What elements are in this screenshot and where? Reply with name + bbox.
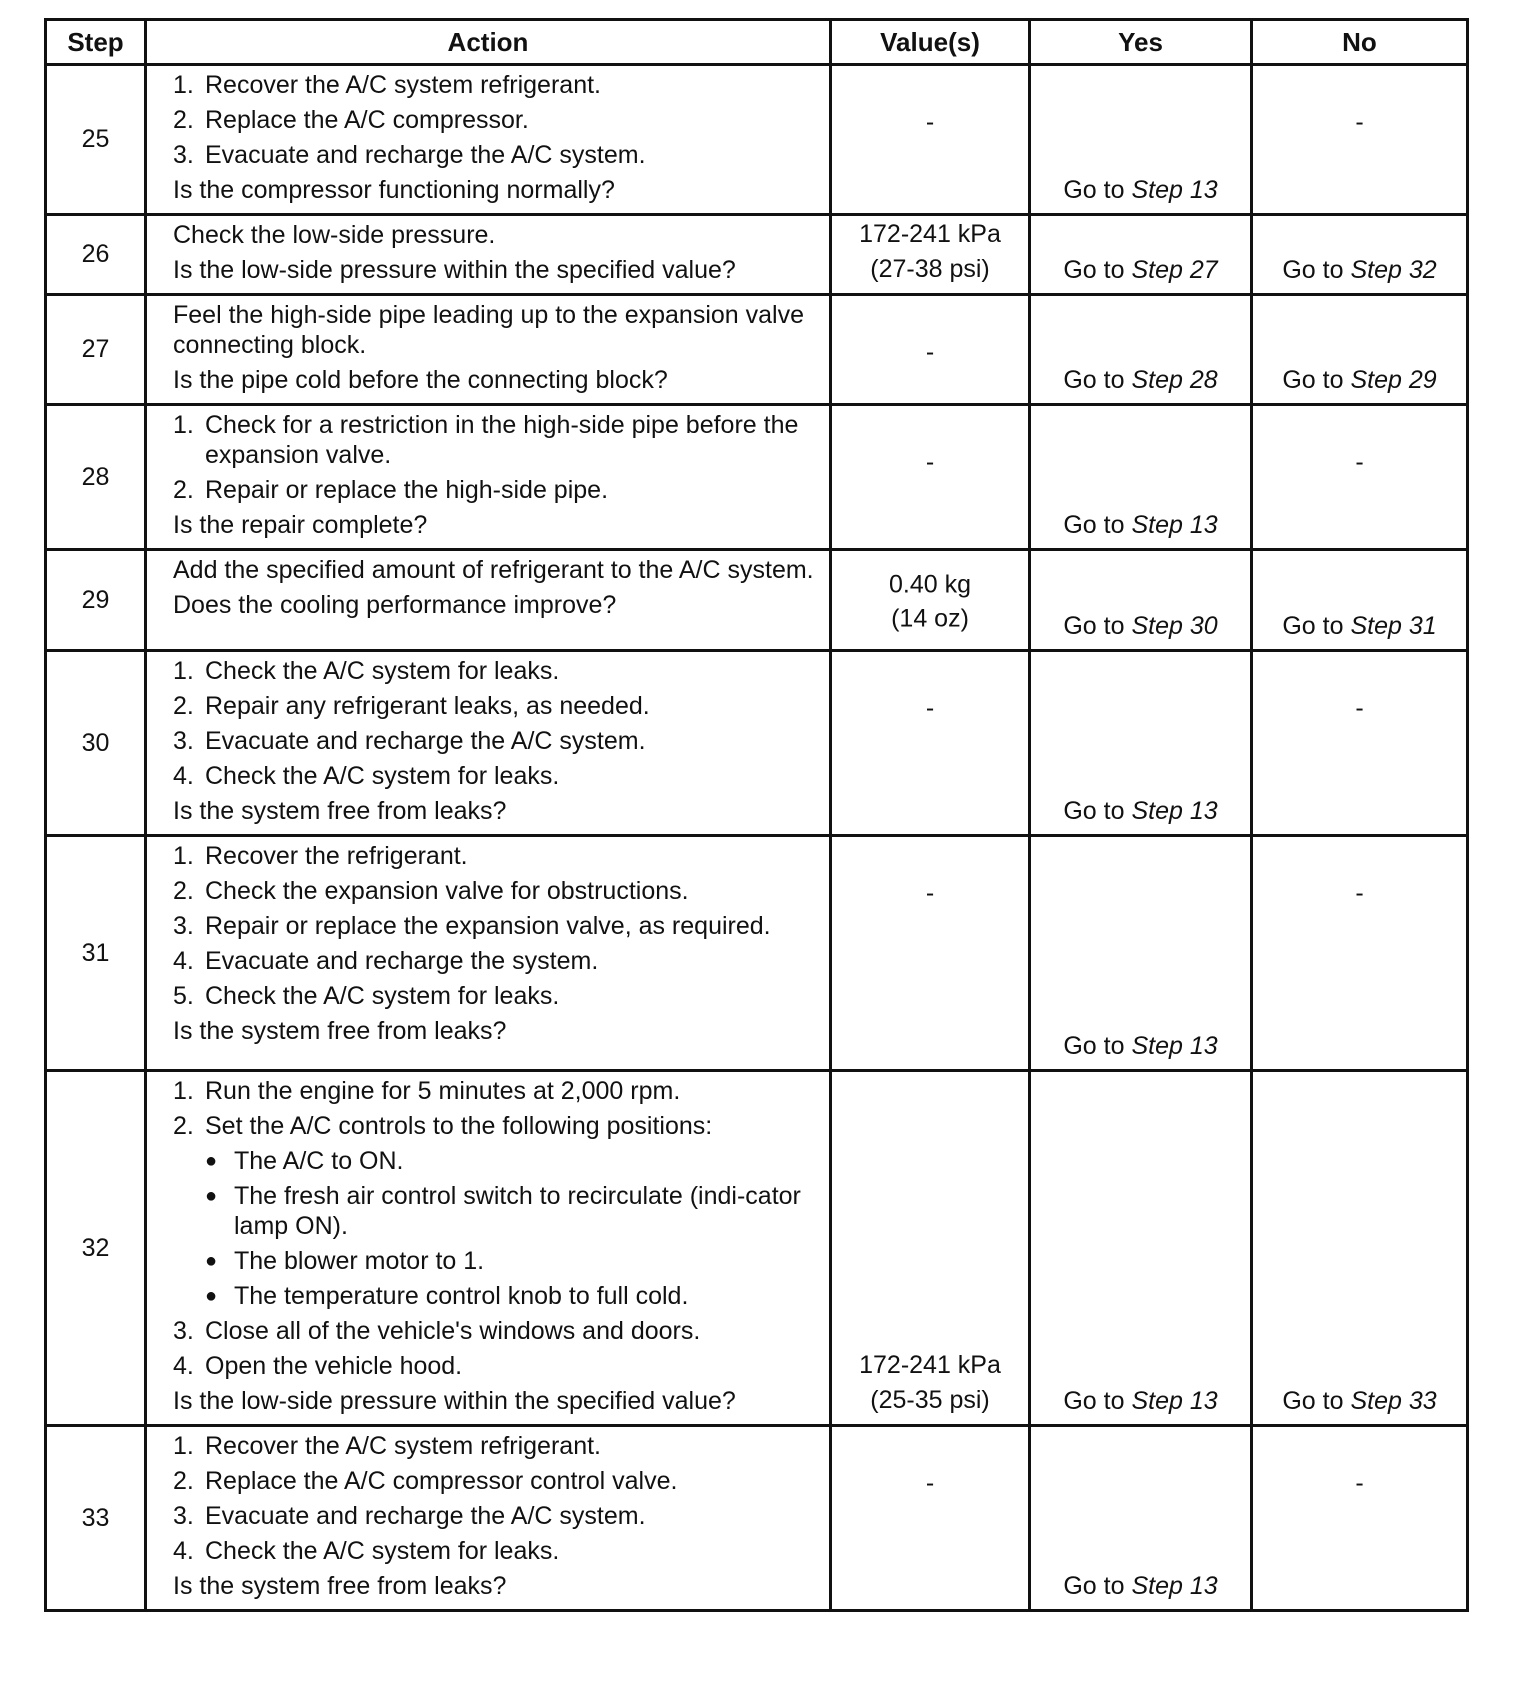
value-dash: -: [925, 879, 935, 907]
item-text: Check for a restriction in the high-side pipe before the expansion valve.: [205, 411, 799, 469]
numbered-item: [173, 656, 817, 686]
go-to-label: Go to: [1063, 612, 1125, 640]
yes-cell: [1030, 1426, 1252, 1611]
question-text: Is the low-side pressure within the specified value?: [173, 256, 736, 284]
table-row: [46, 295, 1468, 405]
value-dash: -: [925, 108, 935, 136]
step-number: 31: [46, 836, 146, 1071]
numbered-item: [173, 140, 817, 170]
numbered-item: [173, 105, 817, 135]
yes-cell: [1030, 65, 1252, 215]
action-text: Add the specified amount of refrigerant to the A/C system.: [173, 556, 814, 584]
value-line: (27-38 psi): [870, 255, 990, 283]
step-reference: Step 13: [1131, 1387, 1218, 1415]
yes-cell: [1030, 651, 1252, 836]
step-number: 28: [46, 405, 146, 550]
go-to-step-yes: [1031, 1572, 1250, 1601]
action-cell: [146, 1426, 831, 1611]
question-text: Is the system free from leaks?: [173, 797, 507, 825]
go-to-step-no: [1253, 612, 1466, 641]
item-text: Recover the A/C system refrigerant.: [205, 1432, 601, 1460]
item-number: 3.: [173, 1317, 194, 1345]
step-reference: Step 13: [1131, 1572, 1218, 1600]
item-text: Close all of the vehicle's windows and doors.: [205, 1317, 701, 1345]
no-dash: -: [1355, 108, 1364, 136]
item-number: 4.: [173, 947, 194, 975]
no-cell: [1252, 1426, 1468, 1611]
step-reference: Step 31: [1350, 612, 1437, 640]
table-row: [46, 1071, 1468, 1426]
go-to-step-yes: [1031, 1032, 1250, 1061]
go-to-step-no: [1253, 256, 1466, 285]
go-to-step-no: [1253, 366, 1466, 395]
go-to-label: Go to: [1282, 366, 1344, 394]
value-line: 172-241 kPa: [859, 220, 1001, 248]
item-text: Set the A/C controls to the following positions:: [205, 1112, 713, 1140]
item-number: 3.: [173, 912, 194, 940]
numbered-item: [173, 946, 817, 976]
table-row: [46, 550, 1468, 651]
step-reference: Step 32: [1350, 256, 1437, 284]
item-text: Check the A/C system for leaks.: [205, 982, 560, 1010]
item-number: 1.: [173, 1077, 194, 1105]
table-row: [46, 65, 1468, 215]
item-number: 2.: [173, 1467, 194, 1495]
header-step: Step: [46, 20, 146, 65]
item-number: 1.: [173, 1432, 194, 1460]
bullet-icon: ●: [205, 1185, 218, 1207]
numbered-item: [173, 1316, 817, 1346]
yes-cell: [1030, 1071, 1252, 1426]
bullet-item: [173, 1146, 817, 1176]
item-text: Evacuate and recharge the system.: [205, 947, 599, 975]
go-to-step-yes: [1031, 511, 1250, 540]
go-to-step-yes: [1031, 256, 1250, 285]
no-cell: [1252, 550, 1468, 651]
item-text: Check the A/C system for leaks.: [205, 1537, 560, 1565]
value-dash: -: [925, 448, 935, 476]
value-cell: [831, 215, 1030, 295]
action-cell: [146, 836, 831, 1071]
numbered-item: [173, 726, 817, 756]
value-text: [832, 1348, 1028, 1418]
numbered-item: [173, 911, 817, 941]
item-number: 1.: [173, 842, 194, 870]
question-text: Is the low-side pressure within the specified value?: [173, 1387, 736, 1415]
go-to-label: Go to: [1063, 797, 1125, 825]
bullet-icon: ●: [205, 1150, 218, 1172]
go-to-label: Go to: [1282, 256, 1344, 284]
item-text: Repair or replace the expansion valve, as required.: [205, 912, 771, 940]
no-dash: -: [1355, 1469, 1364, 1497]
item-number: 2.: [173, 692, 194, 720]
value-text: [832, 567, 1028, 635]
go-to-label: Go to: [1063, 176, 1125, 204]
item-number: 5.: [173, 982, 194, 1010]
go-to-label: Go to: [1063, 256, 1125, 284]
action-cell: [146, 405, 831, 550]
item-number: 4.: [173, 1352, 194, 1380]
bullet-item: [173, 1246, 817, 1276]
no-cell: [1252, 1071, 1468, 1426]
numbered-item: [173, 691, 817, 721]
bullet-text: The blower motor to 1.: [234, 1247, 485, 1275]
numbered-item: [173, 1536, 817, 1566]
no-dash: -: [1355, 694, 1364, 722]
step-number: 25: [46, 65, 146, 215]
step-reference: Step 30: [1131, 612, 1218, 640]
item-number: 1.: [173, 657, 194, 685]
action-cell: [146, 215, 831, 295]
item-number: 4.: [173, 1537, 194, 1565]
step-reference: Step 13: [1131, 511, 1218, 539]
numbered-item: [173, 1501, 817, 1531]
question-text: Is the compressor functioning normally?: [173, 176, 615, 204]
step-number: 29: [46, 550, 146, 651]
numbered-item: [173, 70, 817, 100]
go-to-step-yes: [1031, 797, 1250, 826]
go-to-label: Go to: [1282, 1387, 1344, 1415]
step-number: 26: [46, 215, 146, 295]
go-to-step-yes: [1031, 176, 1250, 205]
item-text: Check the expansion valve for obstructions.: [205, 877, 689, 905]
yes-cell: [1030, 295, 1252, 405]
value-cell: [831, 550, 1030, 651]
action-cell: [146, 1071, 831, 1426]
action-cell: [146, 295, 831, 405]
value-line: 172-241 kPa: [859, 1351, 1001, 1379]
step-reference: Step 33: [1350, 1387, 1437, 1415]
item-number: 1.: [173, 71, 194, 99]
header-values: Value(s): [831, 20, 1030, 65]
table-row: [46, 1426, 1468, 1611]
item-text: Check the A/C system for leaks.: [205, 657, 560, 685]
go-to-label: Go to: [1063, 1387, 1125, 1415]
action-cell: [146, 65, 831, 215]
item-number: 2.: [173, 1112, 194, 1140]
step-reference: Step 29: [1350, 366, 1437, 394]
item-number: 3.: [173, 1502, 194, 1530]
question-text: Is the system free from leaks?: [173, 1572, 507, 1600]
step-reference: Step 13: [1131, 176, 1218, 204]
yes-cell: [1030, 550, 1252, 651]
bullet-icon: ●: [205, 1250, 218, 1272]
action-cell: [146, 651, 831, 836]
go-to-label: Go to: [1063, 1572, 1125, 1600]
table-row: [46, 836, 1468, 1071]
numbered-item: [173, 475, 817, 505]
numbered-item: [173, 1466, 817, 1496]
no-dash: -: [1355, 879, 1364, 907]
go-to-step-yes: [1031, 366, 1250, 395]
no-cell: [1252, 651, 1468, 836]
question-text: Is the pipe cold before the connecting block?: [173, 366, 668, 394]
numbered-item: [173, 1111, 817, 1141]
go-to-label: Go to: [1282, 612, 1344, 640]
item-number: 4.: [173, 762, 194, 790]
table-row: [46, 215, 1468, 295]
action-text: Feel the high-side pipe leading up to the expansion valve connecting block.: [173, 301, 804, 359]
bullet-text: The A/C to ON.: [234, 1147, 404, 1175]
value-cell: [831, 1426, 1030, 1611]
go-to-step-no: [1253, 1387, 1466, 1416]
value-dash: -: [925, 694, 935, 722]
item-number: 2.: [173, 877, 194, 905]
step-reference: Step 27: [1131, 256, 1218, 284]
numbered-item: [173, 841, 817, 871]
step-reference: Step 13: [1131, 797, 1218, 825]
item-text: Evacuate and recharge the A/C system.: [205, 1502, 646, 1530]
no-cell: [1252, 295, 1468, 405]
table-row: [46, 405, 1468, 550]
question-text: Is the system free from leaks?: [173, 1017, 507, 1045]
header-no: No: [1252, 20, 1468, 65]
numbered-item: [173, 876, 817, 906]
header-action: Action: [146, 20, 831, 65]
go-to-label: Go to: [1063, 366, 1125, 394]
go-to-label: Go to: [1063, 511, 1125, 539]
item-text: Check the A/C system for leaks.: [205, 762, 560, 790]
no-cell: [1252, 836, 1468, 1071]
no-cell: [1252, 405, 1468, 550]
item-number: 3.: [173, 727, 194, 755]
item-text: Run the engine for 5 minutes at 2,000 rpm.: [205, 1077, 681, 1105]
header-yes: Yes: [1030, 20, 1252, 65]
numbered-item: [173, 410, 817, 470]
yes-cell: [1030, 215, 1252, 295]
item-number: 2.: [173, 476, 194, 504]
step-number: 32: [46, 1071, 146, 1426]
action-text: Check the low-side pressure.: [173, 221, 496, 249]
value-cell: [831, 836, 1030, 1071]
table-row: [46, 651, 1468, 836]
value-cell: [831, 295, 1030, 405]
bullet-item: [173, 1281, 817, 1311]
item-text: Replace the A/C compressor control valve.: [205, 1467, 678, 1495]
bullet-text: The temperature control knob to full cold.: [234, 1282, 689, 1310]
item-text: Evacuate and recharge the A/C system.: [205, 727, 646, 755]
item-text: Replace the A/C compressor.: [205, 106, 529, 134]
value-cell: [831, 1071, 1030, 1426]
numbered-item: [173, 1076, 817, 1106]
step-number: 33: [46, 1426, 146, 1611]
value-line: (14 oz): [891, 604, 969, 633]
header-row: [46, 20, 1468, 65]
value-text: [832, 217, 1028, 287]
question-text: Is the repair complete?: [173, 511, 428, 539]
yes-cell: [1030, 836, 1252, 1071]
no-dash: -: [1355, 448, 1364, 476]
go-to-label: Go to: [1063, 1032, 1125, 1060]
no-cell: [1252, 215, 1468, 295]
value-dash: -: [925, 338, 935, 366]
go-to-step-yes: [1031, 1387, 1250, 1416]
action-cell: [146, 550, 831, 651]
go-to-step-yes: [1031, 612, 1250, 641]
item-number: 3.: [173, 141, 194, 169]
no-cell: [1252, 65, 1468, 215]
step-reference: Step 28: [1131, 366, 1218, 394]
item-text: Recover the A/C system refrigerant.: [205, 71, 601, 99]
diagnostic-table: [44, 18, 1469, 1612]
step-reference: Step 13: [1131, 1032, 1218, 1060]
value-line: 0.40 kg: [888, 570, 971, 599]
bullet-item: [173, 1181, 817, 1241]
item-number: 2.: [173, 106, 194, 134]
value-cell: [831, 65, 1030, 215]
value-line: (25-35 psi): [870, 1386, 990, 1414]
yes-cell: [1030, 405, 1252, 550]
value-cell: [831, 405, 1030, 550]
value-cell: [831, 651, 1030, 836]
item-number: 1.: [173, 411, 194, 439]
step-number: 27: [46, 295, 146, 405]
item-text: Recover the refrigerant.: [205, 842, 468, 870]
bullet-text: The fresh air control switch to recirculate (indi-cator lamp ON).: [234, 1182, 801, 1240]
numbered-item: [173, 1351, 817, 1381]
numbered-item: [173, 1431, 817, 1461]
item-text: Open the vehicle hood.: [205, 1352, 463, 1380]
numbered-item: [173, 981, 817, 1011]
item-text: Repair or replace the high-side pipe.: [205, 476, 609, 504]
question-text: Does the cooling performance improve?: [173, 591, 617, 619]
bullet-icon: ●: [205, 1285, 218, 1307]
item-text: Repair any refrigerant leaks, as needed.: [205, 692, 650, 720]
value-dash: -: [925, 1469, 935, 1497]
numbered-item: [173, 761, 817, 791]
step-number: 30: [46, 651, 146, 836]
item-text: Evacuate and recharge the A/C system.: [205, 141, 646, 169]
